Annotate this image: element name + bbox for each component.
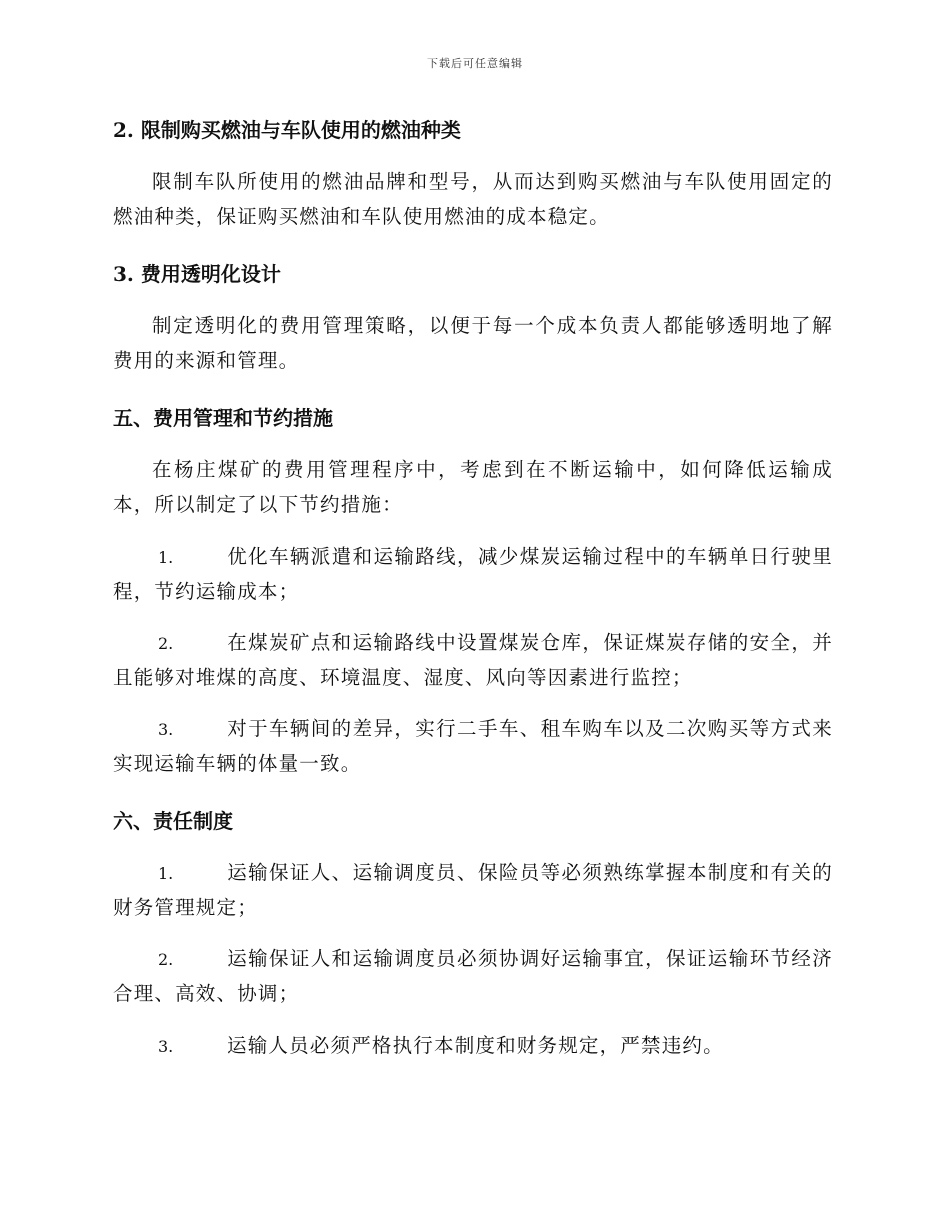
list-item (113, 941, 833, 1011)
list-item-number: 3. (158, 1036, 174, 1056)
list-item-text: 在煤炭矿点和运输路线中设置煤炭仓库，保证煤炭存储的安全，并且能够对堆煤的高度、环境温度、湿度、风向等因素进行监控； (113, 630, 833, 689)
list-item-number: 2. (158, 633, 174, 653)
list-item (113, 711, 833, 781)
header-note: 下载后可任意编辑 (427, 57, 523, 70)
heading-fuel-type: 2. 限制购买燃油与车队使用的燃油种类 (113, 118, 461, 142)
list-item (113, 625, 833, 695)
list-item-number: 2. (158, 950, 174, 970)
list-item-text: 优化车辆派遣和运输路线，减少煤炭运输过程中的车辆单日行驶里程，节约运输成本； (113, 544, 833, 603)
list-item (113, 539, 833, 609)
list-item-text: 对于车辆间的差异，实行二手车、租车购车以及二次购买等方式来实现运输车辆的体量一致。 (113, 716, 833, 776)
paragraph-savings-intro: 在杨庄煤矿的费用管理程序中，考虑到在不断运输中，如何降低运输成本，所以制定了以下节约措施： (113, 458, 833, 517)
list-item-number: 1. (158, 864, 174, 884)
heading-savings: 五、费用管理和节约措施 (113, 406, 333, 431)
heading-responsibility: 六、责任制度 (113, 809, 233, 834)
paragraph-transparency: 制定透明化的费用管理策略，以便于每一个成本负责人都能够透明地了解费用的来源和管理。 (113, 314, 833, 373)
list-item (113, 855, 833, 925)
list-item-text: 运输保证人、运输调度员、保险员等必须熟练掌握本制度和有关的财务管理规定； (113, 861, 833, 920)
heading-transparency: 3. 费用透明化设计 (113, 262, 281, 287)
document-body (113, 112, 833, 1063)
list-item-number: 1. (158, 547, 174, 567)
list-item-text: 运输人员必须严格执行本制度和财务规定，严禁违约。 (227, 1033, 724, 1057)
list-item (113, 1028, 833, 1063)
paragraph-fuel-type: 限制车队所使用的燃油品牌和型号，从而达到购买燃油与车队使用固定的燃油种类，保证购买燃油和车队使用燃油的成本稳定。 (113, 170, 833, 229)
list-item-text: 运输保证人和运输调度员必须协调好运输事宜，保证运输环节经济合理、高效、协调； (113, 947, 833, 1006)
list-item-number: 3. (158, 719, 174, 739)
